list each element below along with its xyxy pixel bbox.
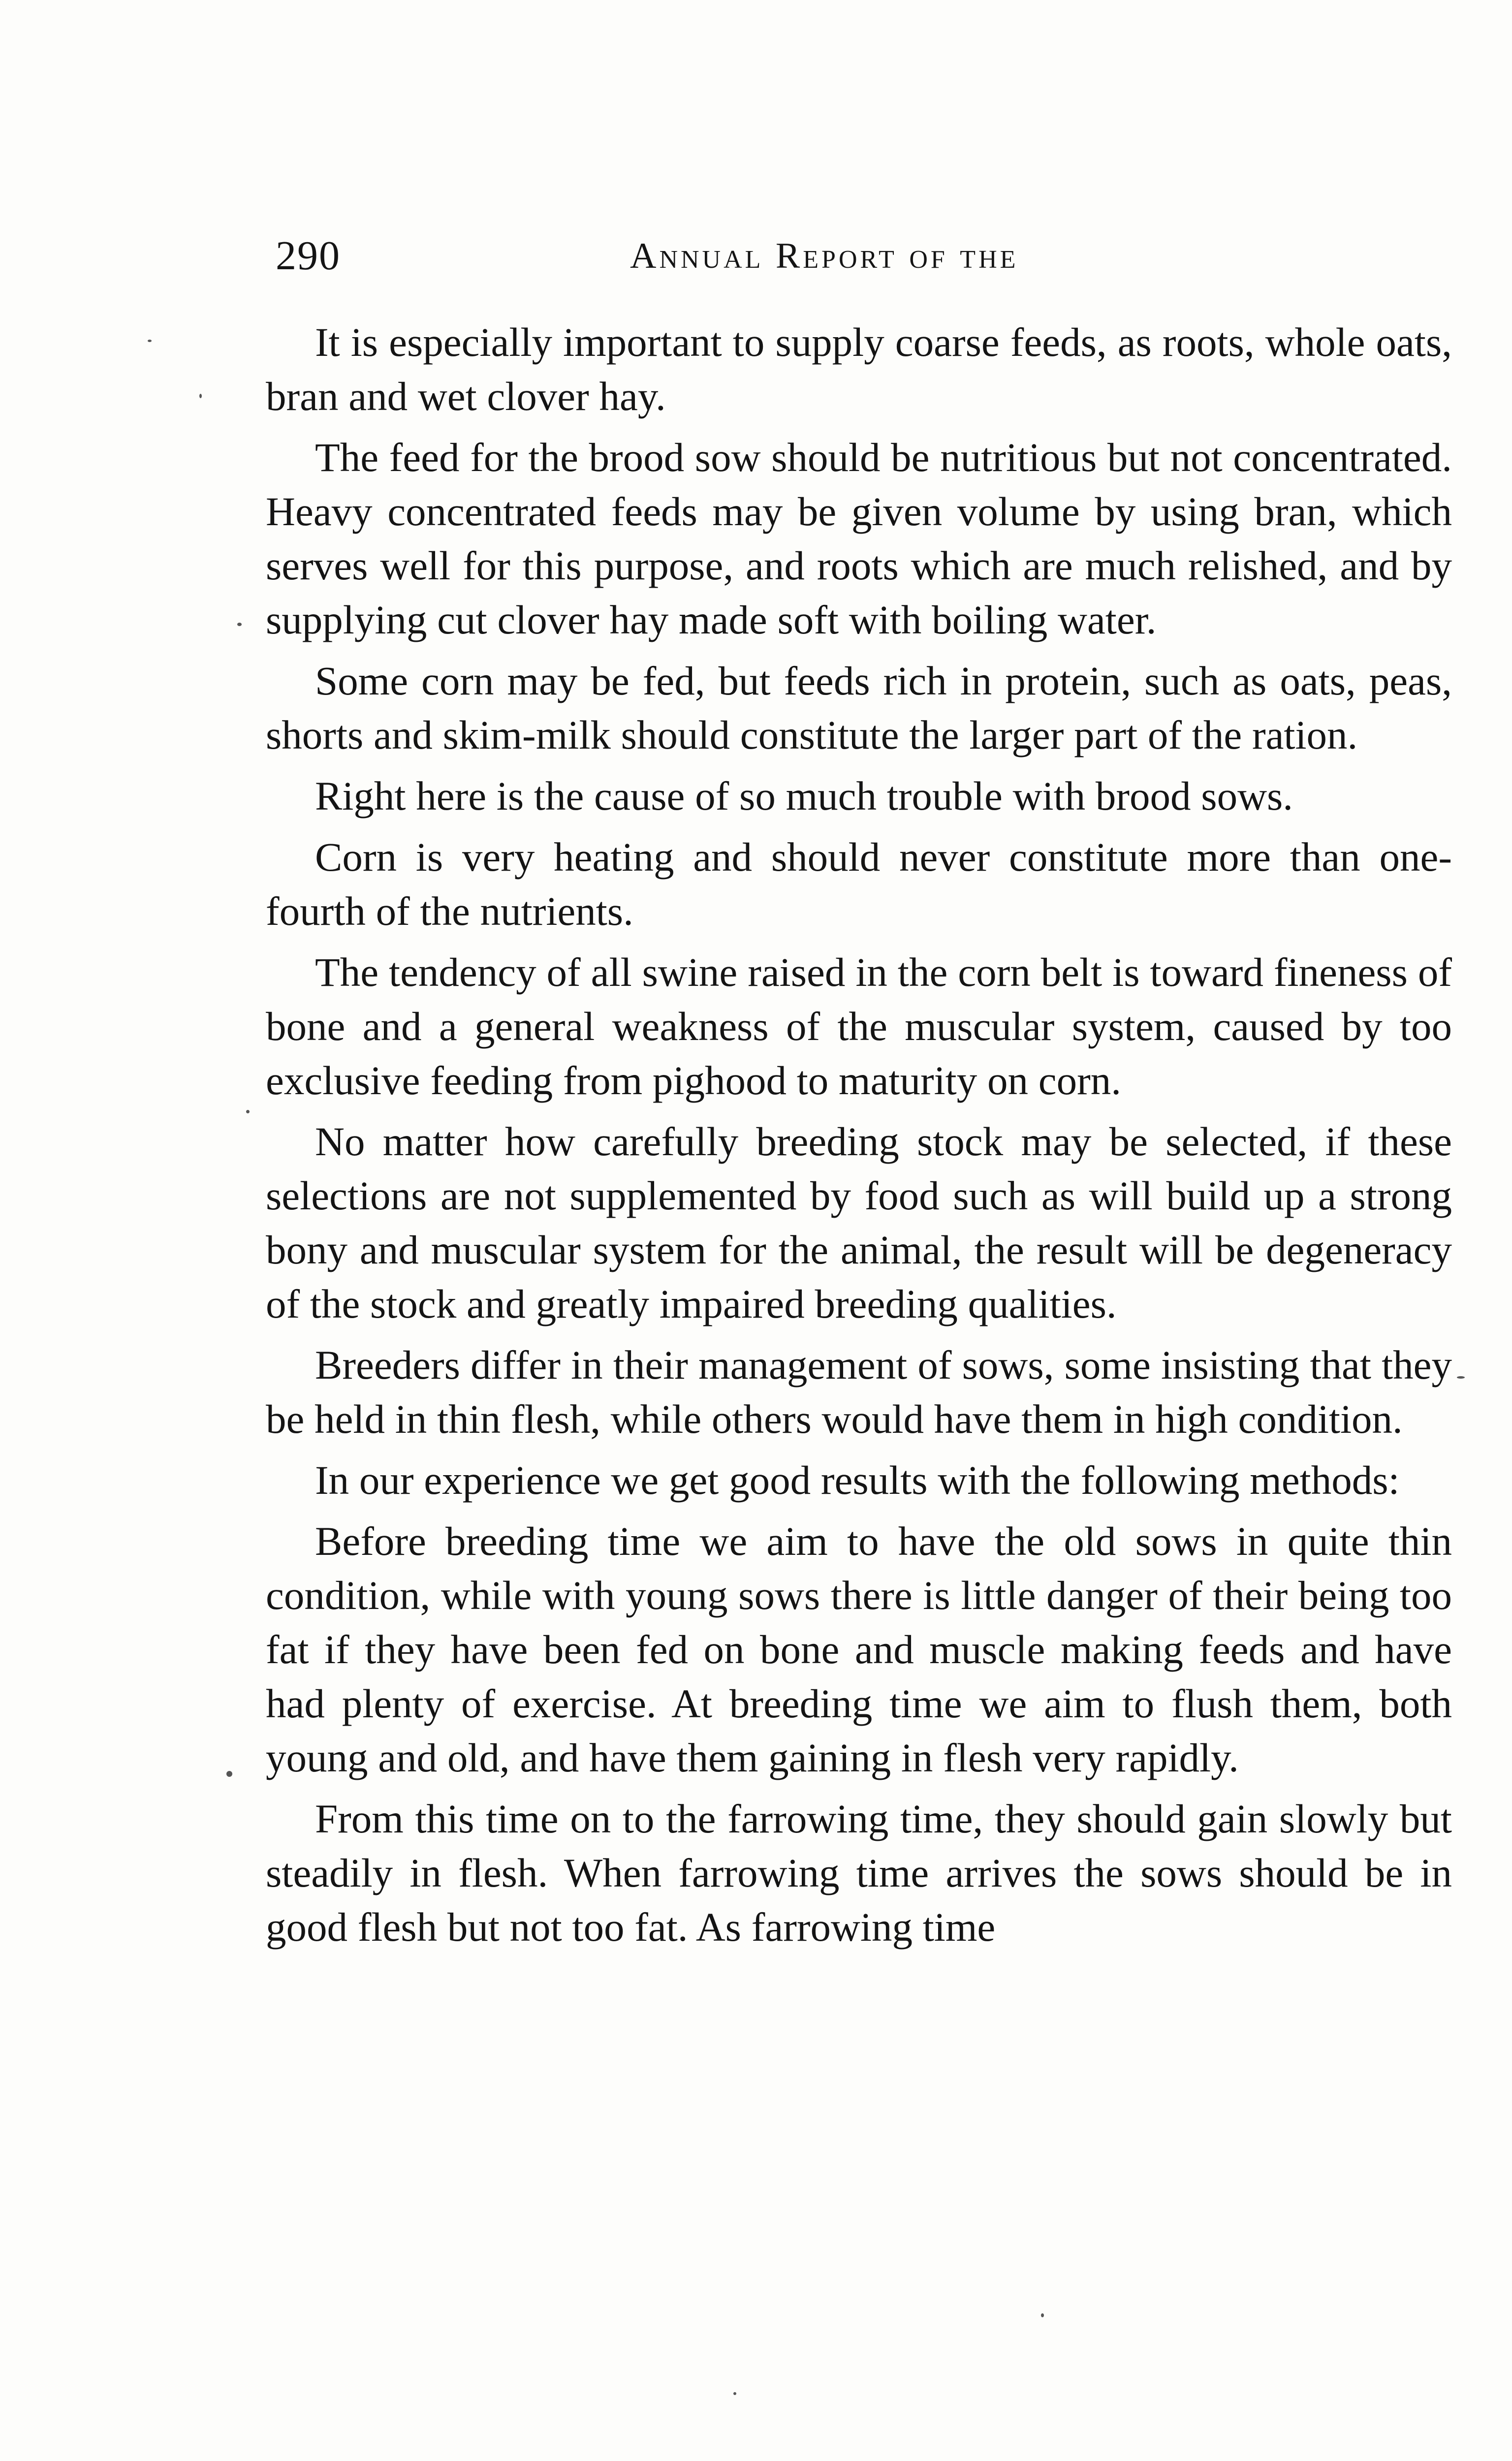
paragraph-breeding-stock: No matter how carefully breeding stock may be selected, if these selections are not supplemented by food such as will build up a strong bony and muscular system for the animal, the result will be degeneracy of the stock and greatly impaired breeding qualities. <box>266 1119 1452 1326</box>
scan-speck <box>237 623 242 626</box>
scan-speck <box>1041 2313 1044 2317</box>
scan-speck <box>246 1110 250 1113</box>
running-head <box>276 226 1457 285</box>
paragraph-breeders-differ: Breeders differ in their management of sows, some insisting that they be held in thin flesh, while others would have them in high condition. <box>266 1342 1452 1442</box>
paragraph-farrowing-time: From this time on to the farrowing time, they should gain slowly but steadily in flesh. When farrowing time arrives the sows should be in good flesh but not too fat. As farrowing time <box>266 1796 1452 1950</box>
paragraph-brood-sow-feed: The feed for the brood sow should be nutritious but not concentrated. Heavy concentrated feeds may be given volume by using bran, which serves well for this purpose, and roots which are much relished, and by supplying cut clover hay made soft with boiling water. <box>266 435 1452 642</box>
paragraph-corn-and-protein: Some corn may be fed, but feeds rich in protein, such as oats, peas, shorts and skim-milk should constitute the larger part of the ration. <box>266 658 1452 757</box>
page-number: 290 <box>276 233 341 279</box>
running-head-title: Annual Report of the <box>630 236 1019 276</box>
paragraph-corn-belt-tendency: The tendency of all swine raised in the corn belt is toward fineness of bone and a general weakness of the muscular system, caused by too exclusive feeding from pighood to maturity on corn. <box>266 949 1452 1103</box>
scan-speck <box>733 2392 736 2395</box>
paragraph-cause-of-trouble: Right here is the cause of so much trouble with brood sows. <box>315 773 1293 819</box>
body-text <box>266 315 1452 1961</box>
paragraph-corn-heating: Corn is very heating and should never constitute more than one-fourth of the nutrients. <box>266 834 1452 934</box>
scan-speck <box>226 1771 232 1777</box>
scan-speck <box>1457 1376 1465 1379</box>
scan-speck <box>148 340 152 342</box>
paragraph-before-breeding: Before breeding time we aim to have the old sows in quite thin condition, while with young sows there is little danger of their being too fat if they have been fed on bone and muscle making feeds and have had plenty of exercise. At breeding time we aim to flush them, both young and old, and have them gaining in flesh very rapidly. <box>266 1518 1452 1780</box>
paragraph-coarse-feeds: It is especially important to supply coarse feeds, as roots, whole oats, bran and wet clover hay. <box>266 319 1452 419</box>
scan-speck <box>199 394 202 398</box>
paragraph-our-experience: In our experience we get good results with the following methods: <box>315 1457 1400 1503</box>
